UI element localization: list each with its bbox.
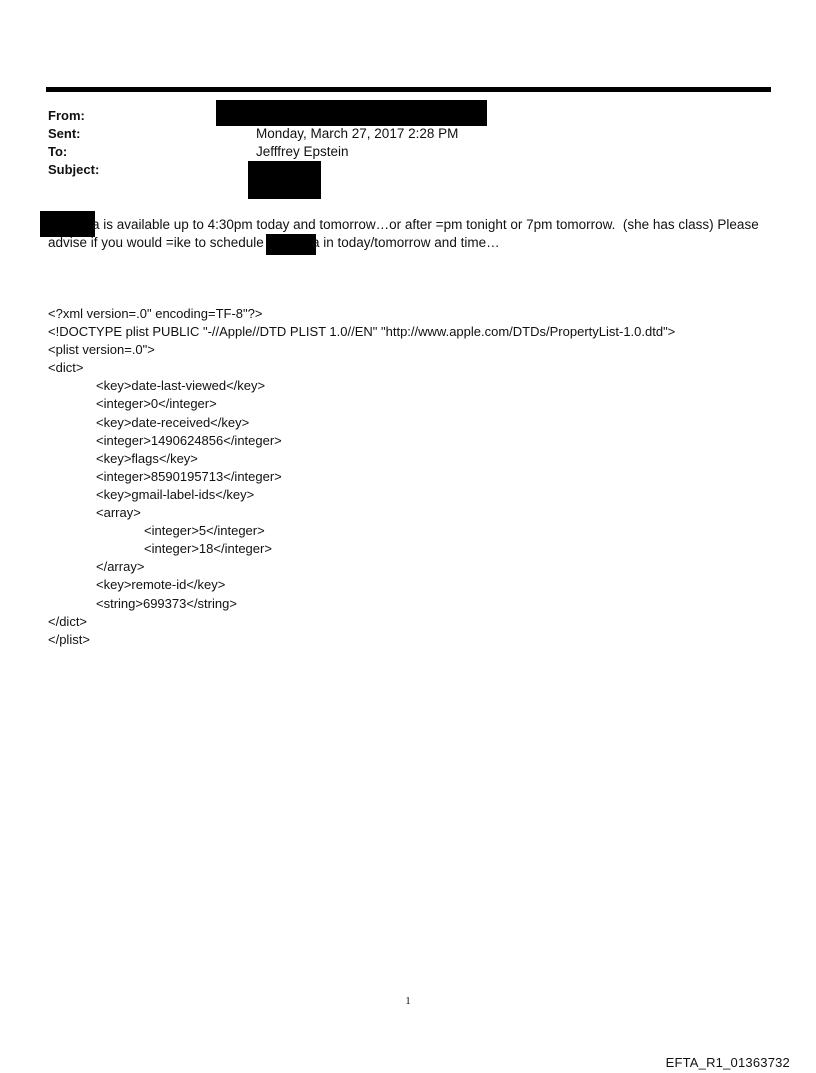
xml-line: <integer>5</integer>: [144, 523, 265, 539]
to-value: Jefffrey Epstein: [256, 144, 349, 159]
xml-line: <dict>: [48, 360, 84, 376]
xml-line: <key>date-last-viewed</key>: [96, 378, 266, 394]
body-line-1: a is available up to 4:30pm today and tomorrow…or after =pm tonight or 7pm tomorrow. (she has class) Please: [92, 217, 759, 232]
from-label: From:: [48, 108, 85, 123]
xml-line: </dict>: [48, 613, 88, 629]
xml-line: <integer>8590195713</integer>: [96, 468, 282, 484]
xml-line: <key>remote-id</key>: [96, 577, 226, 593]
sent-value: Monday, March 27, 2017 2:28 PM: [256, 126, 459, 141]
xml-line: <integer>18</integer>: [144, 541, 272, 557]
xml-line: <integer>0</integer>: [96, 396, 217, 412]
bates-number: EFTA_R1_01363732: [665, 1055, 790, 1070]
plist-xml-block: [48, 305, 675, 649]
xml-line: <integer>1490624856</integer>: [96, 432, 282, 448]
from-redaction: [216, 100, 487, 126]
xml-line: </array>: [96, 559, 145, 575]
xml-line: <key>flags</key>: [96, 450, 198, 466]
page-number: 1: [405, 995, 411, 1007]
subject-label: Subject:: [48, 162, 100, 177]
xml-line: <!DOCTYPE plist PUBLIC "-//Apple//DTD PLIST 1.0//EN" "http://www.apple.com/DTDs/PropertyList-1.0.dtd">: [48, 324, 676, 340]
header-rule: [46, 87, 771, 92]
xml-line: <array>: [96, 505, 141, 521]
body-line-2-suffix: a in today/tomorrow and time…: [312, 235, 500, 250]
xml-line: <key>date-received</key>: [96, 414, 250, 430]
to-label: To:: [48, 144, 68, 159]
name-redaction-2: [266, 234, 316, 255]
xml-line: <?xml version=.0" encoding=TF-8"?>: [48, 306, 263, 321]
xml-line: <plist version=.0">: [48, 342, 155, 358]
xml-line: <string>699373</string>: [96, 595, 237, 611]
xml-line: </plist>: [48, 631, 90, 647]
subject-redaction: [248, 161, 321, 199]
xml-line: <key>gmail-label-ids</key>: [96, 486, 255, 502]
body-line-2-prefix: advise if you would =ike to schedule: [48, 235, 264, 250]
sent-label: Sent:: [48, 126, 81, 141]
